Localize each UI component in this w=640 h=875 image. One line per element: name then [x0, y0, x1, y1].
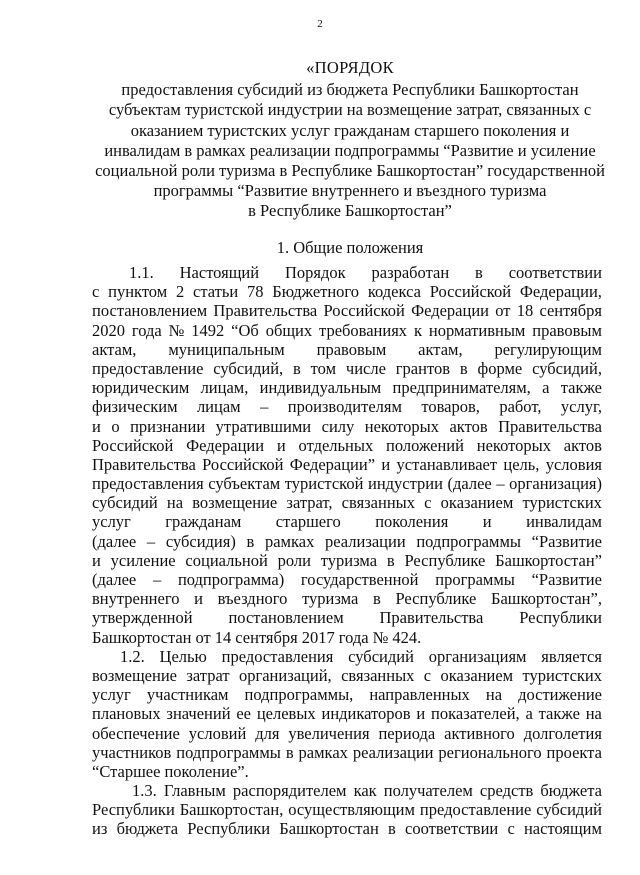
word: правовым: [316, 339, 387, 359]
word: сентября: [235, 627, 298, 647]
word: пунктом: [108, 282, 168, 302]
word: в: [373, 589, 381, 609]
word: участникам: [146, 685, 229, 705]
word: как: [353, 781, 377, 801]
word: производителям: [287, 397, 402, 417]
word: Правительства: [213, 301, 318, 321]
word: средств: [479, 781, 534, 801]
word: товаров,: [421, 397, 480, 417]
word: лицам: [196, 397, 241, 417]
text-line: [92, 647, 602, 666]
word: Целью: [159, 646, 207, 666]
word: организация): [509, 474, 602, 494]
word: старшего: [275, 512, 341, 532]
text-line: [92, 340, 602, 359]
word: о: [111, 416, 120, 436]
word: регионального: [438, 742, 542, 762]
word: кодекса: [367, 282, 421, 302]
word: актов: [449, 416, 488, 436]
word: подпрограммы: [176, 742, 281, 762]
word: предоставление: [92, 358, 204, 378]
text-line: [92, 512, 602, 531]
word: 14: [214, 627, 232, 647]
word: общих: [265, 320, 313, 340]
word: рамках: [298, 742, 348, 762]
word: Российской: [323, 301, 405, 321]
word: туризма: [302, 589, 359, 609]
paragraph: [92, 781, 602, 839]
text-line: [92, 417, 602, 436]
word: субсидий,: [213, 358, 284, 378]
title-line: предоставления субсидий из бюджета Республики Башкортостан: [121, 80, 579, 100]
word: субсидий: [348, 646, 414, 666]
document-title: [60, 58, 640, 222]
title-main: «ПОРЯДОК: [306, 58, 394, 77]
word: том: [310, 358, 337, 378]
word: –: [260, 397, 269, 417]
word: в: [386, 550, 395, 570]
word: достижение: [518, 685, 602, 705]
word: целевых: [256, 704, 316, 724]
word: “Развитие: [531, 570, 602, 589]
text-line: [92, 724, 602, 743]
word: Федерации: [186, 435, 265, 455]
word: субсидий,: [532, 358, 602, 378]
text-line: [92, 704, 602, 723]
word: Правительства: [498, 416, 602, 436]
page-number: 2: [317, 18, 323, 30]
word: активного: [444, 723, 515, 743]
word: Российской: [202, 454, 284, 474]
word: 2017: [301, 627, 335, 647]
text-line: [92, 589, 602, 608]
text-line: [92, 666, 602, 685]
word: в: [388, 819, 396, 839]
word: соответствии: [405, 819, 499, 839]
word: Башкортостан: [92, 627, 192, 647]
text-line: [92, 551, 602, 570]
word: реализации: [325, 531, 406, 551]
word: плановых: [92, 704, 161, 724]
text-line: [92, 263, 602, 282]
word: Федерации”: [289, 454, 376, 474]
text-line: [92, 436, 602, 455]
word: роли: [277, 550, 311, 570]
title-line: программы “Развитие внутреннего и въездного туризма: [153, 181, 547, 201]
word: (далее: [447, 474, 492, 494]
word: №: [372, 627, 389, 647]
word: от: [495, 301, 511, 321]
word: и: [276, 435, 286, 455]
word: Российской: [429, 282, 512, 302]
word: №: [168, 320, 185, 340]
word: 1.1.: [129, 263, 154, 282]
word: внутреннего: [92, 589, 180, 609]
word: инвалидам: [526, 512, 602, 532]
text-line: [92, 493, 602, 512]
word: работ,: [499, 397, 542, 417]
text-line: [92, 819, 602, 838]
word: условия: [545, 454, 602, 474]
word: некоторых: [476, 435, 551, 455]
word: и: [482, 512, 492, 532]
word: государственной: [300, 570, 419, 589]
word: правовым: [532, 320, 602, 340]
word: туристской: [284, 474, 364, 494]
word: распорядителем: [232, 781, 347, 801]
word: и: [92, 416, 101, 436]
word: туристских: [522, 665, 602, 685]
text-line: [92, 685, 602, 704]
word: подпрограммы,: [244, 685, 354, 705]
text-line: [92, 359, 602, 378]
word: Республики: [92, 800, 175, 820]
word: лицам,: [200, 378, 249, 398]
word: направленных: [369, 685, 470, 705]
text-line: [92, 608, 602, 627]
word: разработан: [371, 263, 450, 282]
title-line: оказанием туристских услуг гражданам старшего поколения и: [130, 120, 570, 140]
word: субсидий: [92, 493, 158, 513]
text-line: [92, 628, 602, 647]
word: и: [194, 589, 203, 609]
paragraph: [92, 647, 602, 781]
word: субсидий: [536, 800, 602, 820]
word: с: [507, 819, 515, 839]
word: к: [413, 320, 422, 340]
word: в: [246, 531, 255, 551]
word: соответствии: [508, 263, 602, 282]
word: Порядок: [284, 263, 346, 282]
word: Правительства: [379, 608, 484, 628]
word: проекта: [546, 742, 602, 762]
word: оказанием: [440, 493, 514, 513]
word: 1.2.: [120, 646, 145, 666]
word: физическим: [92, 397, 178, 417]
word: года: [338, 627, 369, 647]
word: для: [255, 723, 280, 743]
word: затрат,: [286, 493, 333, 513]
section-heading: 1. Общие положения: [276, 238, 424, 257]
word: также: [560, 378, 602, 398]
word: Республики: [519, 608, 602, 628]
word: Республике: [395, 589, 477, 609]
word: оказанием: [440, 665, 514, 685]
word: социальной: [185, 550, 268, 570]
word: в: [285, 742, 294, 762]
word: “Старшее: [92, 761, 161, 781]
word: нормативным: [428, 320, 526, 340]
word: отдельных: [298, 435, 374, 455]
word: связанных: [341, 493, 415, 513]
word: туристских: [522, 493, 602, 513]
word: и: [92, 550, 101, 570]
word: гражданам: [165, 512, 242, 532]
title-line: инвалидам в рамках реализации подпрограммы “Развитие и усиление: [104, 140, 596, 160]
word: форме: [477, 358, 523, 378]
word: числе: [345, 358, 386, 378]
word: (далее: [92, 531, 137, 551]
text-line: [92, 781, 602, 800]
word: туризма: [320, 550, 378, 570]
text-line: [92, 474, 602, 493]
word: из: [92, 819, 108, 839]
word: Башкортостан”,: [491, 589, 602, 609]
text-line: [92, 800, 602, 819]
text-line: [92, 570, 602, 589]
word: получателем: [383, 781, 473, 801]
word: бюджета: [540, 781, 602, 801]
word: положений: [386, 435, 464, 455]
word: услуг,: [560, 397, 602, 417]
word: долголетия: [523, 723, 602, 743]
word: рамках: [264, 531, 315, 551]
word: ее: [236, 704, 252, 724]
word: программы: [435, 570, 515, 589]
word: предпринимателям,: [392, 378, 531, 398]
word: силу: [321, 416, 355, 436]
word: с: [423, 665, 432, 685]
word: организаций,: [238, 665, 332, 685]
word: Башкортостан: [279, 819, 379, 839]
word: 424.: [392, 627, 422, 647]
word: Башкортостан,: [179, 800, 284, 820]
word: поколение”.: [164, 761, 249, 781]
word: статьи: [193, 282, 239, 302]
word: некоторых: [364, 416, 439, 436]
word: грантов: [395, 358, 450, 378]
word: возмещение: [192, 493, 278, 513]
word: Бюджетного: [272, 282, 360, 302]
paragraph: [92, 263, 602, 647]
text-line: [92, 532, 602, 551]
word: с: [92, 282, 100, 302]
word: в: [293, 358, 301, 378]
title-line: субъектам туристской индустрии на возмещение затрат, связанных с: [108, 100, 592, 120]
word: индивидуальным: [259, 378, 382, 398]
word: 18: [516, 301, 534, 321]
word: усиление: [110, 550, 176, 570]
word: от: [195, 627, 211, 647]
word: периода: [378, 723, 436, 743]
word: на: [585, 704, 602, 724]
word: цель,: [503, 454, 540, 474]
word: “Об: [231, 320, 259, 340]
word: субъектам: [208, 474, 281, 494]
word: и: [416, 704, 426, 724]
word: –: [146, 531, 156, 551]
word: Настоящий: [179, 263, 260, 282]
word: Республике: [404, 550, 486, 570]
word: поколения: [375, 512, 449, 532]
word: подпрограммы: [416, 531, 521, 551]
word: также: [538, 704, 580, 724]
text-line: [92, 321, 602, 340]
word: актам,: [418, 339, 463, 359]
word: актов: [563, 435, 602, 455]
word: связанных: [341, 665, 415, 685]
word: постановлением: [92, 301, 208, 321]
text-line: [92, 455, 602, 474]
title-line: социальной роли туризма в Республике Башкортостан” государственной: [95, 161, 605, 181]
word: 2020: [92, 320, 125, 340]
word: значений: [166, 704, 231, 724]
word: –: [152, 570, 162, 589]
word: –: [496, 474, 505, 494]
word: (далее: [92, 570, 137, 589]
word: предоставления: [92, 474, 204, 494]
word: затрат: [186, 665, 230, 685]
word: условий: [188, 723, 247, 743]
word: сентября: [539, 301, 602, 321]
word: года: [131, 320, 162, 340]
word: с: [424, 493, 432, 513]
word: настоящим: [523, 819, 602, 839]
word: юридическим: [92, 378, 190, 398]
text-line: [92, 301, 602, 320]
word: Республики: [187, 819, 271, 839]
word: муниципальным: [168, 339, 285, 359]
word: и: [381, 454, 391, 474]
word: 1492: [191, 320, 225, 340]
text-line: [92, 743, 602, 762]
word: увеличения: [288, 723, 370, 743]
text-line: [92, 378, 602, 397]
title-line: в Республике Башкортостан”: [248, 201, 452, 221]
word: в: [459, 358, 468, 378]
word: обеспечение: [92, 723, 180, 743]
text-line: [92, 397, 602, 416]
word: утвержденной: [92, 608, 193, 628]
word: индустрии: [368, 474, 443, 494]
word: 2: [175, 282, 185, 302]
word: услуг: [92, 512, 131, 532]
body-text: [92, 263, 602, 839]
word: Правительства: [92, 454, 196, 474]
word: Федерации,: [519, 282, 602, 302]
word: на: [166, 493, 184, 513]
word: устанавливает: [396, 454, 498, 474]
word: требованиях: [319, 320, 408, 340]
word: признании: [130, 416, 206, 436]
word: подпрограмма): [177, 570, 285, 589]
word: бюджета: [116, 819, 179, 839]
word: “Развитие: [531, 531, 602, 551]
word: на: [485, 685, 503, 705]
word: осуществляющим: [288, 800, 415, 820]
word: Башкортостан”: [495, 550, 602, 570]
word: Главным: [163, 781, 226, 801]
word: индикаторов: [321, 704, 411, 724]
word: предоставления: [221, 646, 334, 666]
word: въездного: [217, 589, 288, 609]
text-line: [92, 762, 602, 781]
word: реализации: [352, 742, 434, 762]
word: возмещение: [92, 665, 177, 685]
word: показателей,: [431, 704, 520, 724]
word: участников: [92, 742, 172, 762]
word: регулирующим: [494, 339, 602, 359]
word: 78: [247, 282, 264, 302]
word: а: [542, 378, 550, 398]
word: актам,: [92, 339, 137, 359]
word: услуг: [92, 685, 131, 705]
word: является: [541, 646, 602, 666]
word: 1.3.: [132, 781, 157, 801]
word: организациям: [428, 646, 527, 666]
word: Федерации: [411, 301, 489, 321]
word: предоставление: [419, 800, 532, 820]
word: утратившими: [215, 416, 312, 436]
word: в: [475, 263, 483, 282]
word: постановлением: [228, 608, 344, 628]
word: Российской: [92, 435, 174, 455]
text-line: [92, 282, 602, 301]
word: субсидия): [165, 531, 236, 551]
word: а: [525, 704, 533, 724]
